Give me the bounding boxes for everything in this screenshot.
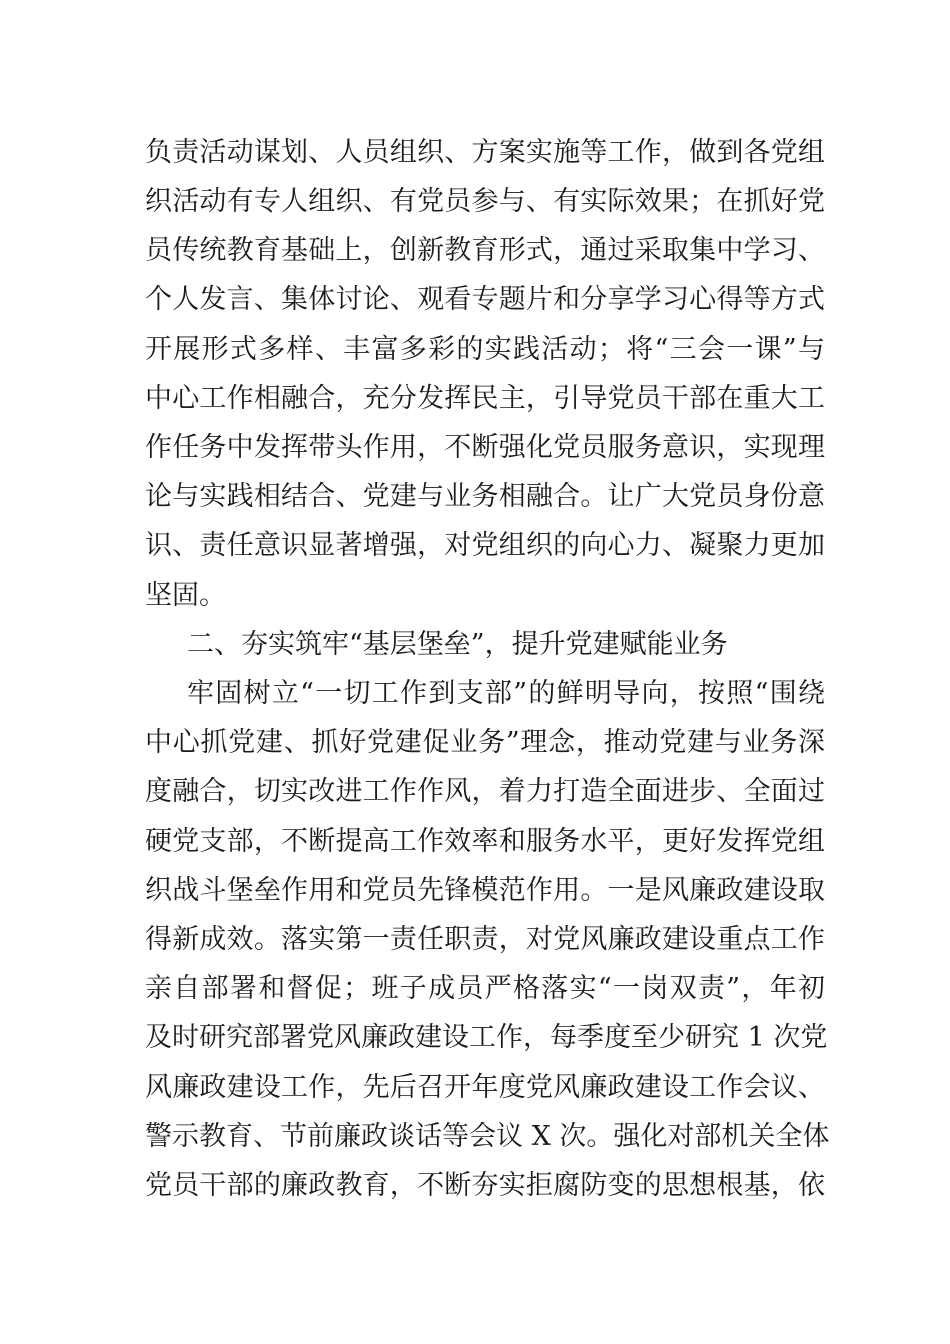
text-line: 织战斗堡垒作用和党员先锋模范作用。一是风廉政建设取: [145, 875, 825, 906]
text-line: 党员干部的廉政教育，不断夯实拒腐防变的思想根基，依: [145, 1170, 825, 1201]
text-line: 风廉政建设工作，先后召开年度党风廉政建设工作会议、: [145, 1072, 825, 1103]
text-line: 织活动有专人组织、有党员参与、有实际效果；在抓好党: [145, 186, 825, 217]
text-line: 坚固。: [145, 580, 226, 611]
text-line: 论与实践相结合、党建与业务相融合。让广大党员身份意: [145, 481, 825, 512]
text-line: 及时研究部署党风廉政建设工作，每季度至少研究 1 次党: [145, 1022, 828, 1053]
text-line: 警示教育、节前廉政谈话等会议 X 次。强化对部机关全体: [145, 1121, 830, 1152]
section-heading: 二、夯实筑牢“基层堡垒”，提升党建赋能业务: [187, 629, 728, 660]
text-line: 亲自部署和督促；班子成员严格落实“一岗双责”，年初: [145, 973, 825, 1004]
text-line: 中心工作相融合，充分发挥民主，引导党员干部在重大工: [145, 383, 825, 414]
text-line: 员传统教育基础上，创新教育形式，通过采取集中学习、: [145, 235, 825, 266]
text-line: 作任务中发挥带头作用，不断强化党员服务意识，实现理: [145, 432, 825, 463]
text-line: 个人发言、集体讨论、观看专题片和分享学习心得等方式: [145, 284, 825, 315]
text-line: 开展形式多样、丰富多彩的实践活动；将“三会一课”与: [145, 334, 825, 365]
text-line: 识、责任意识显著增强，对党组织的向心力、凝聚力更加: [145, 530, 825, 561]
text-line: 度融合，切实改进工作作风，着力打造全面进步、全面过: [145, 776, 825, 807]
text-line: 硬党支部，不断提高工作效率和服务水平，更好发挥党组: [145, 826, 825, 857]
text-line: 得新成效。落实第一责任职责，对党风廉政建设重点工作: [145, 924, 825, 955]
paragraph-first-line: 牢固树立“一切工作到支部”的鲜明导向，按照“围绕: [187, 678, 825, 709]
text-line: 负责活动谋划、人员组织、方案实施等工作，做到各党组: [145, 137, 825, 168]
text-line: 中心抓党建、抓好党建促业务”理念，推动党建与业务深: [145, 727, 825, 758]
